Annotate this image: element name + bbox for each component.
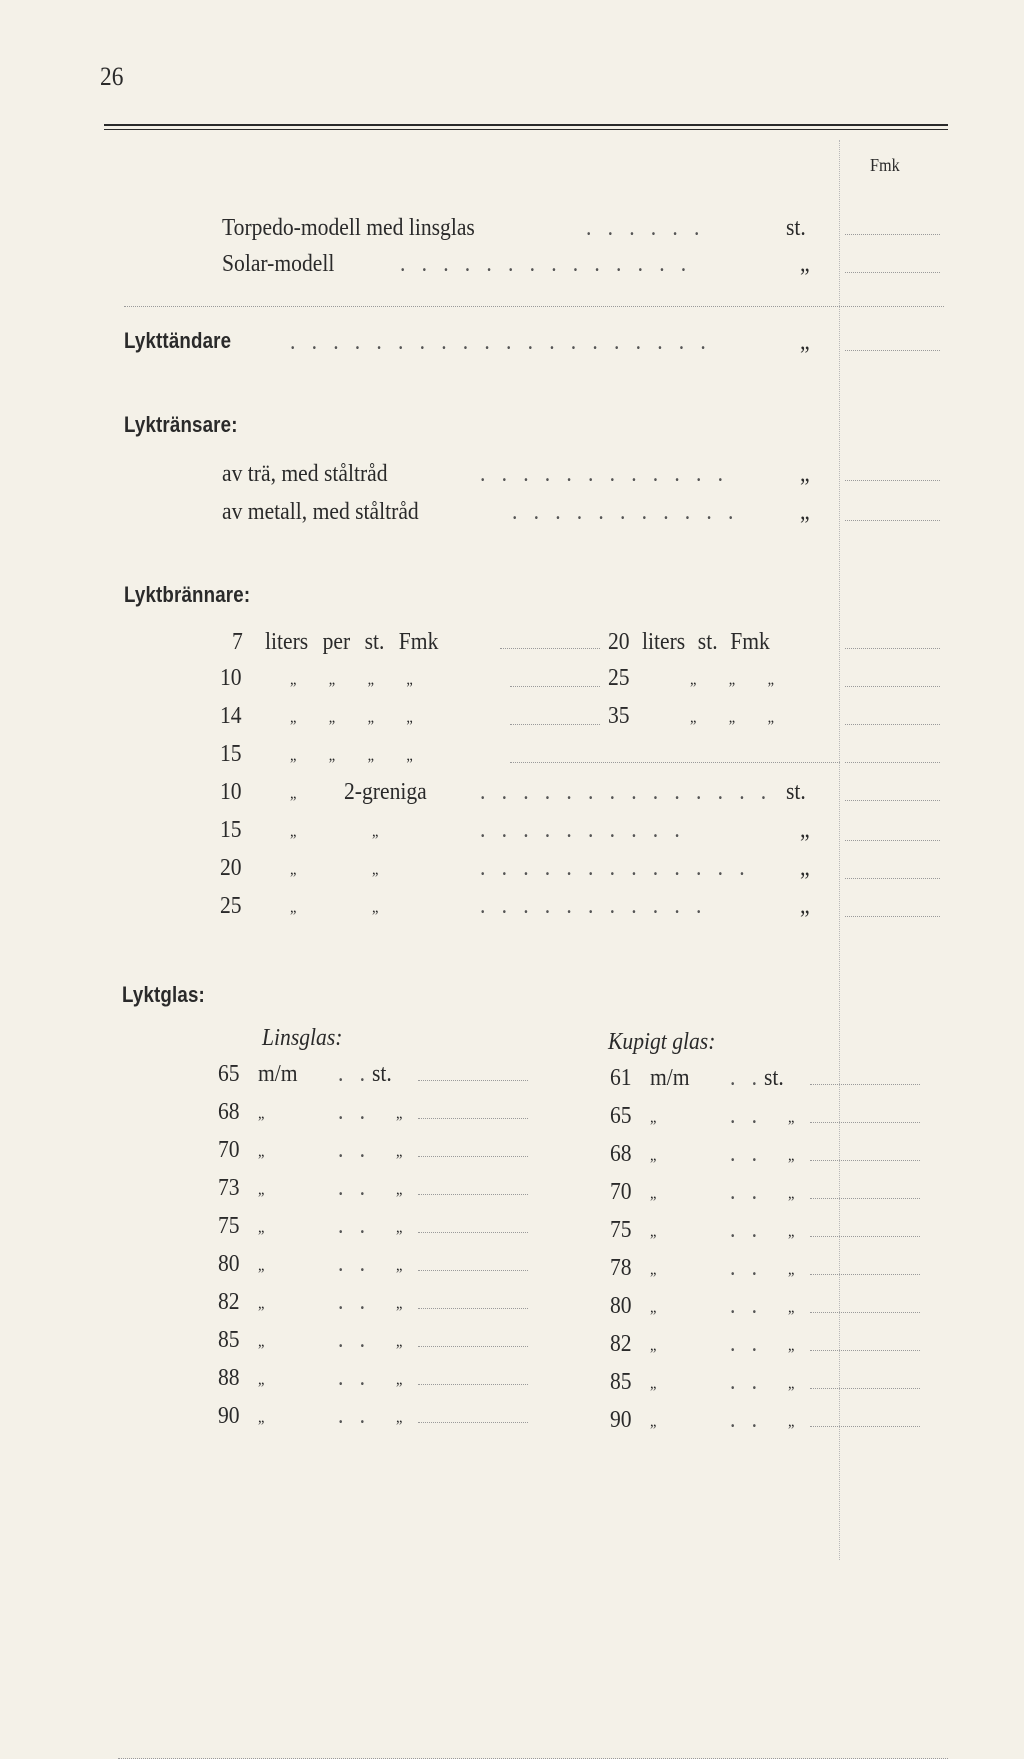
header-rule-thin [104,129,948,130]
linsglas-size: 73 [218,1175,240,1201]
linsglas-size: 65 [218,1061,240,1087]
kupigt-price-leader [810,1084,920,1085]
lyktransare-tra-unit: „ [800,461,810,487]
brannare-r4-n: 15 [220,741,242,767]
lyktransare-heading: Lyktränsare: [124,412,238,437]
linsglas-leader: . . [338,1137,371,1163]
header-rule [104,124,948,126]
brannare-r1-text: liters per st. Fmk [265,629,439,655]
brannare-r4-leader [510,762,840,763]
kupigt-end: „ [788,1413,795,1430]
brannare-r2-ditto: „ „ „ „ [290,671,413,688]
kupigt-size: 61 [610,1065,632,1091]
solar-price [845,272,940,273]
linsglas-size: 70 [218,1137,240,1163]
solar-label: Solar-modell [222,251,335,277]
linsglas-end: „ [396,1257,403,1274]
linsglas-size: 75 [218,1213,240,1239]
kupigt-leader: . . [730,1179,763,1205]
lykttandare-price [845,350,940,351]
linsglas-unit: „ [258,1333,265,1350]
linsglas-leader: . . [338,1251,371,1277]
linsglas-leader: . . [338,1061,371,1087]
brannare-r6-leader: . . . . . . . . . . [480,817,686,843]
linsglas-size: 85 [218,1327,240,1353]
linsglas-heading: Linsglas: [262,1025,343,1051]
linsglas-leader: . . [338,1175,371,1201]
kupigt-size: 90 [610,1407,632,1433]
brannare-r7-price [845,878,940,879]
kupigt-size: 78 [610,1255,632,1281]
kupigt-unit: „ [650,1375,657,1392]
kupigt-leader: . . [730,1065,763,1091]
linsglas-size: 80 [218,1251,240,1277]
solar-leader: . . . . . . . . . . . . . . [400,251,692,277]
linsglas-unit: „ [258,1371,265,1388]
kupigt-leader: . . [730,1331,763,1357]
kupigt-leader: . . [730,1103,763,1129]
kupigt-size: 68 [610,1141,632,1167]
brannare-r2-price [845,686,940,687]
linsglas-unit: „ [258,1181,265,1198]
linsglas-unit: „ [258,1143,265,1160]
kupigt-end: „ [788,1299,795,1316]
kupigt-leader: . . [730,1141,763,1167]
kupigt-unit: „ [650,1223,657,1240]
linsglas-end: „ [396,1105,403,1122]
kupigt-unit: „ [650,1185,657,1202]
kupigt-end: „ [788,1375,795,1392]
linsglas-end: „ [396,1143,403,1160]
kupigt-size: 85 [610,1369,632,1395]
kupigt-price-leader [810,1350,920,1351]
linsglas-end: „ [396,1295,403,1312]
kupigt-leader: . . [730,1293,763,1319]
linsglas-price-leader [418,1308,528,1309]
kupigt-end: st. [764,1065,784,1091]
brannare-r5-ditto: „ [290,785,297,802]
linsglas-leader: . . [338,1213,371,1239]
brannare-r6-ditto: „ „ [290,823,379,840]
section-separator [124,306,944,307]
brannare-r5-text: 2-greniga [344,779,427,805]
column-header-fmk: Fmk [870,155,900,175]
kupigt-size: 65 [610,1103,632,1129]
brannare-r8-price [845,916,940,917]
torpedo-leader: . . . . . . [586,215,705,241]
torpedo-label: Torpedo-modell med linsglas [222,215,475,241]
brannare-r4-ditto: „ „ „ „ [290,747,413,764]
lyktransare-tra-leader: . . . . . . . . . . . . [480,461,729,487]
lyktransare-tra-price [845,480,940,481]
linsglas-end: „ [396,1371,403,1388]
linsglas-end: „ [396,1333,403,1350]
solar-unit: „ [800,251,810,277]
kupigt-unit: m/m [650,1065,690,1091]
linsglas-unit: „ [258,1105,265,1122]
kupigt-end: „ [788,1337,795,1354]
kupigt-unit: „ [650,1261,657,1278]
brannare-r5-price [845,800,940,801]
kupigt-end: „ [788,1261,795,1278]
linsglas-price-leader [418,1118,528,1119]
brannare-r3-n: 14 [220,703,242,729]
brannare-r1-leader [500,648,600,649]
kupigt-leader: . . [730,1255,763,1281]
linsglas-end: st. [372,1061,392,1087]
brannare-r3-n2: 35 [608,703,630,729]
torpedo-unit: st. [786,215,806,241]
kupigt-size: 82 [610,1331,632,1357]
brannare-r3-ditto: „ „ „ „ [290,709,413,726]
brannare-r6-n: 15 [220,817,242,843]
kupigt-leader: . . [730,1217,763,1243]
linsglas-price-leader [418,1194,528,1195]
brannare-r5-leader: . . . . . . . . . . . . . . [480,779,772,805]
kupigt-price-leader [810,1312,920,1313]
brannare-r3-leader [510,724,600,725]
brannare-r7-ditto: „ „ [290,861,379,878]
kupigt-unit: „ [650,1337,657,1354]
linsglas-size: 88 [218,1365,240,1391]
brannare-r7-n: 20 [220,855,242,881]
page-number: 26 [100,62,124,91]
lyktransare-tra-label: av trä, med ståltråd [222,461,388,487]
kupigt-end: „ [788,1185,795,1202]
brannare-r4-price [845,762,940,763]
brannare-r2-n: 10 [220,665,242,691]
linsglas-unit: „ [258,1257,265,1274]
brannare-r5-n: 10 [220,779,242,805]
linsglas-size: 90 [218,1403,240,1429]
lykttandare-leader: . . . . . . . . . . . . . . . . . . . . [290,329,712,355]
kupigt-end: „ [788,1109,795,1126]
brannare-r2-n2: 25 [608,665,630,691]
lykttandare-unit: „ [800,329,810,355]
brannare-r8-n: 25 [220,893,242,919]
lyktglas-heading: Lyktglas: [122,982,205,1007]
kupigt-unit: „ [650,1299,657,1316]
brannare-r2-leader [510,686,600,687]
linsglas-unit: m/m [258,1061,298,1087]
kupigt-unit: „ [650,1147,657,1164]
kupigt-size: 70 [610,1179,632,1205]
brannare-r8-unit: „ [800,893,810,919]
kupigt-unit: „ [650,1413,657,1430]
kupigt-size: 80 [610,1293,632,1319]
lyktransare-metall-label: av metall, med ståltråd [222,499,419,525]
brannare-r1-price [845,648,940,649]
linsglas-leader: . . [338,1099,371,1125]
brannare-r7-unit: „ [800,855,810,881]
lyktransare-metall-price [845,520,940,521]
kupigt-price-leader [810,1160,920,1161]
price-column-rule [839,140,840,1560]
brannare-r8-ditto: „ „ [290,899,379,916]
lyktransare-metall-leader: . . . . . . . . . . . [512,499,739,525]
linsglas-leader: . . [338,1327,371,1353]
linsglas-price-leader [418,1232,528,1233]
linsglas-size: 82 [218,1289,240,1315]
lyktbrannare-heading: Lyktbrännare: [124,582,251,607]
linsglas-leader: . . [338,1365,371,1391]
linsglas-price-leader [418,1346,528,1347]
linsglas-end: „ [396,1181,403,1198]
linsglas-leader: . . [338,1403,371,1429]
linsglas-price-leader [418,1080,528,1081]
brannare-r8-leader: . . . . . . . . . . . [480,893,707,919]
kupigt-price-leader [810,1274,920,1275]
brannare-r3-ditto2: „ „ „ [690,709,774,726]
kupigt-end: „ [788,1223,795,1240]
linsglas-end: „ [396,1219,403,1236]
kupigt-leader: . . [730,1407,763,1433]
kupigt-unit: „ [650,1109,657,1126]
linsglas-unit: „ [258,1219,265,1236]
brannare-r7-leader: . . . . . . . . . . . . . [480,855,750,881]
torpedo-price [845,234,940,235]
linsglas-price-leader [418,1270,528,1271]
brannare-r1-n: 7 [232,629,243,655]
brannare-r5-unit: st. [786,779,806,805]
brannare-r6-price [845,840,940,841]
lykttandare-label: Lykttändare [124,328,232,353]
kupigt-heading: Kupigt glas: [608,1029,716,1055]
linsglas-unit: „ [258,1295,265,1312]
kupigt-leader: . . [730,1369,763,1395]
brannare-r2-ditto2: „ „ „ [690,671,774,688]
linsglas-size: 68 [218,1099,240,1125]
linsglas-price-leader [418,1156,528,1157]
kupigt-price-leader [810,1388,920,1389]
brannare-r1-n2: 20 [608,629,630,655]
linsglas-leader: . . [338,1289,371,1315]
kupigt-price-leader [810,1236,920,1237]
brannare-r6-unit: „ [800,817,810,843]
kupigt-price-leader [810,1198,920,1199]
lyktransare-metall-unit: „ [800,499,810,525]
linsglas-end: „ [396,1409,403,1426]
linsglas-price-leader [418,1384,528,1385]
kupigt-price-leader [810,1122,920,1123]
linsglas-unit: „ [258,1409,265,1426]
brannare-r1-text2: liters st. Fmk [642,629,770,655]
kupigt-price-leader [810,1426,920,1427]
brannare-r3-price [845,724,940,725]
linsglas-price-leader [418,1422,528,1423]
kupigt-end: „ [788,1147,795,1164]
kupigt-size: 75 [610,1217,632,1243]
